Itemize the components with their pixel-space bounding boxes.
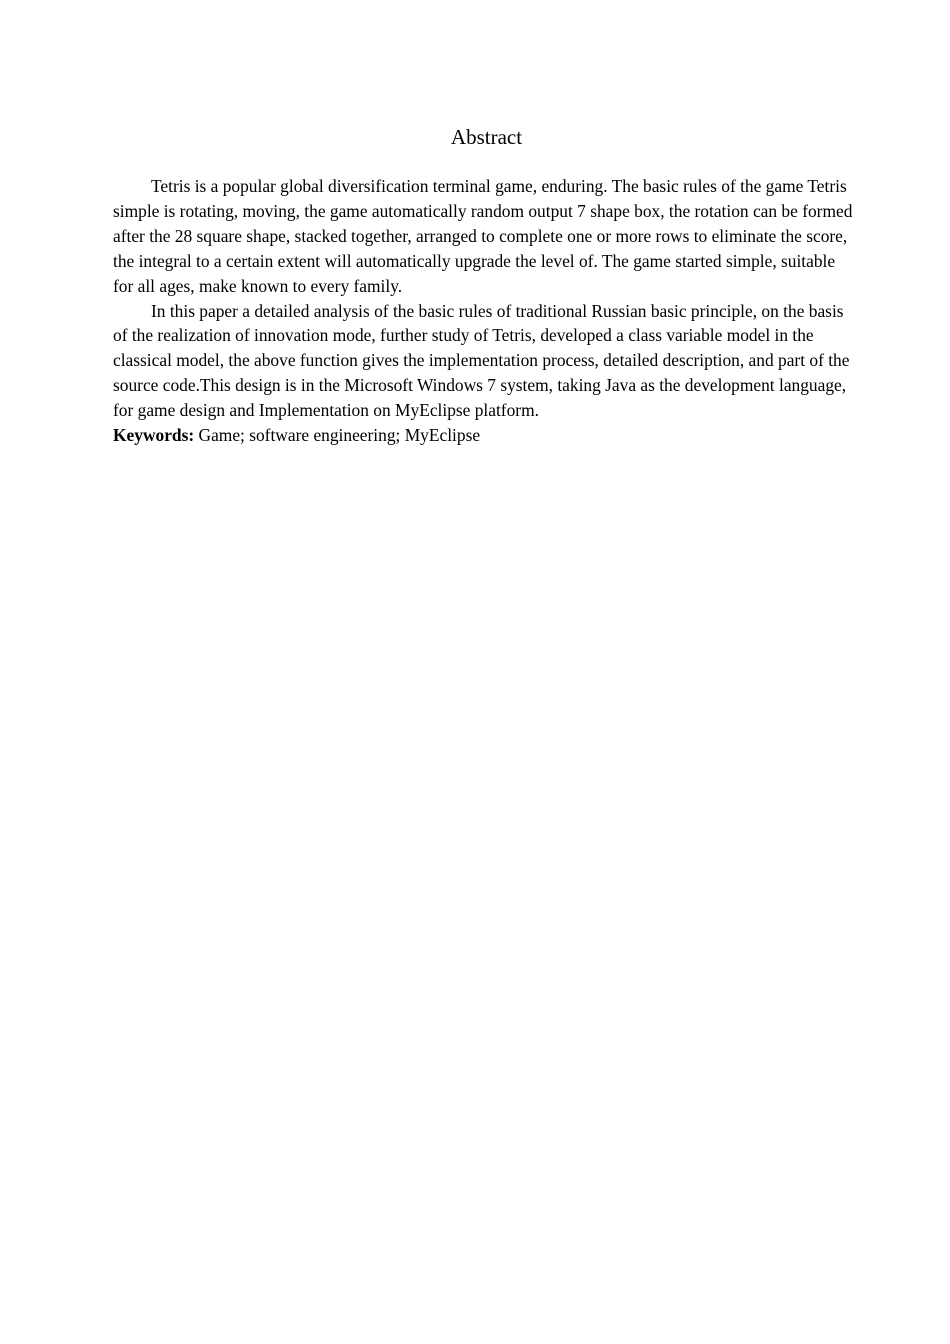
keywords-line (113, 423, 858, 448)
keywords-label: Keywords: (113, 425, 195, 446)
abstract-title: Abstract (450, 125, 523, 149)
keywords-value: Game; software engineering; MyEclipse (198, 425, 481, 446)
abstract-body (113, 174, 858, 448)
abstract-paragraph-1: Tetris is a popular global diversification terminal game, enduring. The basic rules of the game Tetris simple is rotating, moving, the game automatically random output 7 shape box, the rotation can be formed after the 28 square shape, stacked together, arranged to complete one or more rows to eliminate the score, the integral to a certain extent will automatically upgrade the level of. The game started simple, suitable for all ages, make known to every family. (113, 176, 853, 296)
abstract-paragraph-2: In this paper a detailed analysis of the basic rules of traditional Russian basic principle, on the basis of the realization of innovation mode, further study of Tetris, developed a class variable model in the classical model, the above function gives the implementation process, detailed description, and part of the source code.This design is in the Microsoft Windows 7 system, taking Java as the development language, for game design and Implementation on MyEclipse platform. (113, 300, 850, 421)
